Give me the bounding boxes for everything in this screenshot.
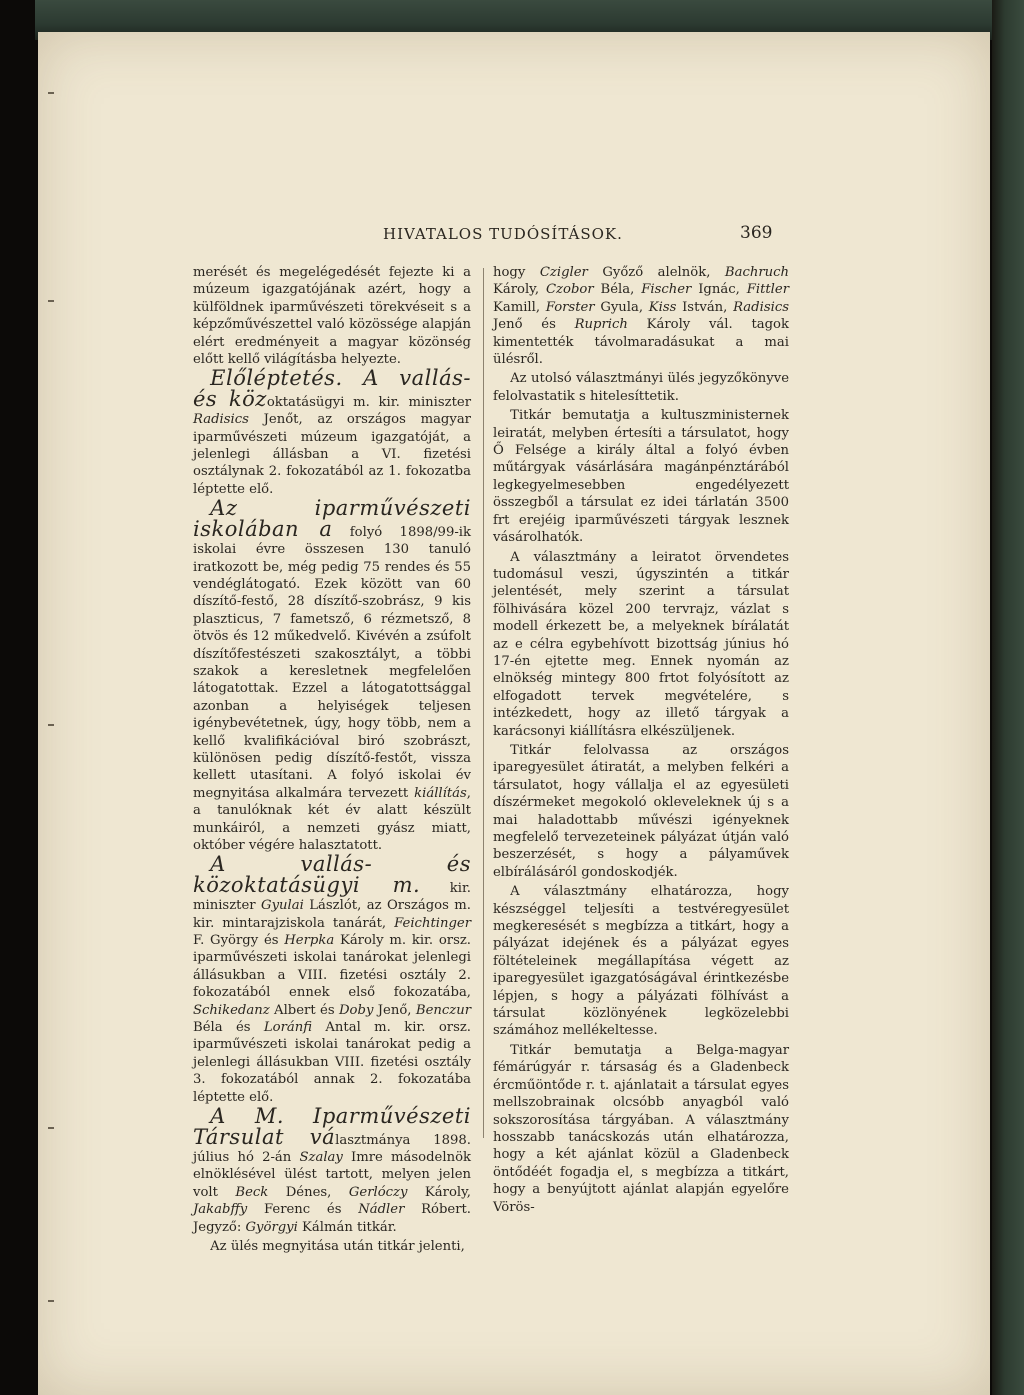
margin-mark [48,1300,54,1302]
running-title: HIVATALOS TUDÓSÍTÁSOK. [383,225,623,243]
margin-mark [48,92,54,94]
paragraph: A választmány a leiratot örvendetes tudomásul veszi, úgyszintén a titkár jelentését, mely szerint a társulat fölhivására közel 200 tervrajz, vázlat s modell érkezett be, a melyeknek bírálatát az e célra egybehívott bizottság június hó 17-én ejtette meg. Ennek nyomán az elnökség mintegy 800 frtot folyósított az elfogadott tervek megvételére, s intézkedett, hogy az illető tárgyak a karácsonyi kiállításra elkészüljenek. [493,549,789,739]
paragraph: Előléptetés. A vallás- és közoktatásügyi m. kir. miniszter Radisics Jenőt, az országos magyar iparművészeti múzeum igazgatóját, a jelenlegi állásban a VI. fizetési osztálynak 2. fokozatából az 1. fokozatba léptette elő. [193,366,471,497]
paragraph: hogy Czigler Győző alelnök, Bachruch Károly, Czobor Béla, Fischer Ignác, Fittler Kamill, Forster Gyula, Kiss István, Radisics Jenő és Ruprich Károly vál. tagok kimentették távolmaradásukat a mai ülésről. [493,265,789,368]
page-number: 369 [740,223,773,243]
paragraph: Az iparművészeti iskolában a folyó 1898/99-ik iskolai évre összesen 130 tanuló iratkozott be, még pedig 75 rendes és 55 vendéglátogató. Ezek között van 60 díszítő-festő, 28 díszítő-szobrász, 9 kis plaszticus, 7 fametsző, 6 rézmetsző, 8 ötvös és 12 műkedvelő. Kivévén a zsúfolt díszítőfestészeti szakosztályt, a többi szakok a keresletnek megfelelően látogatottak. Ezzel a látogatottsággal azonban a helyiségek teljesen igénybevétetnek, úgy, hogy több, nem a kellő kvalifikációval biró szobrászt, különösen pedig díszítő-festőt, vissza kellett utasítani. A folyó iskolai év megnyitása alkalmára tervezett kiállítás, a tanulóknak két év alatt készült munkáiról, a nemzeti gyász miatt, október végére halasztatott. [193,496,472,853]
right-column [493,264,789,1216]
book-page [38,32,990,1395]
paragraph: A vallás- és közoktatásügyi m. kir. miniszter Gyulai Lászlót, az Országos m. kir. mintarajziskola tanárát, Feichtinger F. György és Herpka Károly m. kir. orsz. iparművészeti iskolai tanárokat jelenlegi állásukban a VIII. fizetési osztály 2. fokozatából ennek első fokozatába, Schikedanz Albert és Doby Jenő, Benczur Béla és Loránfi Antal m. kir. orsz. iparművészeti iskolai tanárokat pedig a jelenlegi állásukban VIII. fizetési osztály 3. fokozatából annak 2. fokozatába léptette elő. [193,852,472,1105]
column-divider [483,268,484,1138]
book-spine-edge [992,0,1024,1395]
paragraph: Az ülés megnyitása után titkár jelenti, [210,1238,465,1254]
paragraph: A választmány elhatározza, hogy készséggel teljesíti a testvéregyesület megkeresését s megbízza a titkárt, hogy a pályázat idejének és a pályázat egyes föltételeinek megállapítása végett az iparegyesület igazgatóságával érintkezésbe lépjen, s hogy a pályázati fölhívást a társulat közlönyének legközelebbi számához mellékeltesse. [493,884,789,1039]
left-column [193,264,471,1255]
paragraph: Titkár bemutatja a kultuszministernek leiratát, melyben értesíti a társulatot, hogy Ő Felsége a király által a folyó évben műtárgyak vásárlására magánpénztárából legkegyelmesebben engedélyezett összegből a társulat ez idei tárlatán 3500 frt erejéig iparművészeti tárgyak lesznek vásárolhatók. [493,408,789,546]
paragraph: Titkár felolvassa az országos iparegyesület átiratát, a melyben felkéri a társulatot, hogy vállalja el az egyesületi díszérmeket megokoló okleveleknek új s a mai haladottabb művészi igényeknek megfelelő tervezeteinek pályázat útján való beszerzését, s hogy a pályaművek elbírálásáról gondoskodjék. [493,742,789,880]
margin-mark [48,1127,54,1129]
paragraph: merését és megelégedését fejezte ki a múzeum igazgatójának azért, hogy a külföldnek iparművészeti törekvéseit s a képzőművészettel való közössége alapján elért eredményeit a magyar közönség előtt kellő világításba helyezte. [193,265,471,368]
paragraph: Az utolsó választmányi ülés jegyzőkönyve felolvastatik s hitelesíttetik. [493,371,789,404]
margin-mark [48,300,54,302]
paragraph: A M. Iparművészeti Társulat választmánya 1898. július hó 2-án Szalay Imre másodelnök elnöklésével ülést tartott, melyen jelen volt Beck Dénes, Gerlóczy Károly, Jakabffy Ferenc és Nádler Róbert. Jegyző: Györgyi Kálmán titkár. [193,1104,472,1235]
margin-mark [48,724,54,726]
paragraph: Titkár bemutatja a Belga-magyar fémárúgyár r. társaság és a Gladenbeck ércműöntőde r. t. ajánlatait a társulat egyes mellszobrainak olcsóbb anyagból való sokszorosítása tárgyában. A választmány hosszabb tanácskozás után elhatározza, hogy a két ajánlat közül a Gladenbeck öntődéét fogadja el, s megbízza a titkárt, hogy a benyújtott ajánlat alapján egyelőre Vörös- [493,1042,789,1215]
